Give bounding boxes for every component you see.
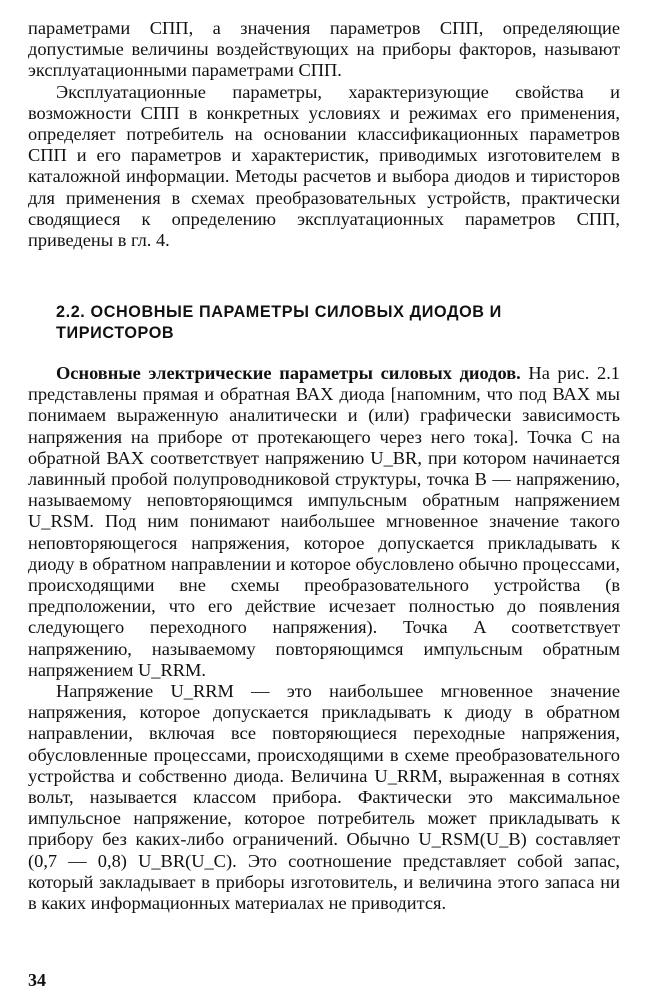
section-title: ОСНОВНЫЕ ПАРАМЕТРЫ СИЛОВЫХ ДИОДОВ И ТИРИСТОРОВ [56,303,502,342]
page-number: 34 [28,970,46,990]
main-text [28,363,620,914]
paragraph: Основные электрические параметры силовых диодов. На рис. 2.1 представлены прямая и обратная ВАХ диода [напомним, что под ВАХ мы понимаем выраженную аналитически и (или) графически зависимость напряжения на приборе от протекающего через него тока]. Точка C на обратной ВАХ соответствует напряжению U_BR, при котором начинается лавинный пробой полупроводниковой структуры, точка B — напряжению, называемому неповторяющимся импульсным обратным напряжением U_RSM. Под ним понимают наибольшее мгновенное значение такого неповторяющегося напряжения, которое допускается прикладывать к диоду в обратном направлении и которое обусловлено обычно процессами, происходящими вне схемы преобразовательного устройства (в предположении, что его действие исчезает полностью до появления следующего переходного напряжения). Точка A соответствует напряжению, называемому повторяющимся импульсным обратным напряжением U_RRM. [28,363,620,680]
intro-text [28,18,620,251]
paragraph: Эксплуатационные параметры, характеризующие свойства и возможности СПП в конкретных условиях и режимах его применения, определяет потребитель на основании классификационных параметров СПП и его параметров и характеристик, приводимых изготовителем в каталожной информации. Методы расчетов и выбора диодов и тиристоров для применения в схемах преобразовательных устройств, практически сводящиеся к определению эксплуатационных параметров СПП, приведены в гл. 4. [28,81,620,251]
paragraph: Напряжение U_RRM — это наибольшее мгновенное значение напряжения, которое допускается прикладывать к диоду в обратном направлении, включая все повторяющиеся переходные напряжения, обусловленные процессами, происходящими в схеме преобразовательного устройства и собственно диода. Величина U_RRM, выраженная в сотнях вольт, называется классом прибора. Фактически это максимальное импульсное напряжение, которое потребитель может прикладывать к прибору без каких-либо ограничений. Обычно U_RSM(U_B) составляет (0,7 — 0,8) U_BR(U_C). Это соотношение представляет собой запас, который закладывает в приборы изготовитель, и величина этого запаса ни в каких информационных материалах не приводится. [28,681,620,914]
section-number: 2.2. [56,303,86,321]
paragraph-continued: параметрами СПП, а значения параметров СПП, определяющие допустимые величины воздействующих на приборы факторов, называют эксплуатационными параметрами СПП. [28,18,620,81]
section-heading [56,302,556,344]
run-in-heading: Основные электрические параметры силовых диодов. [56,363,521,383]
